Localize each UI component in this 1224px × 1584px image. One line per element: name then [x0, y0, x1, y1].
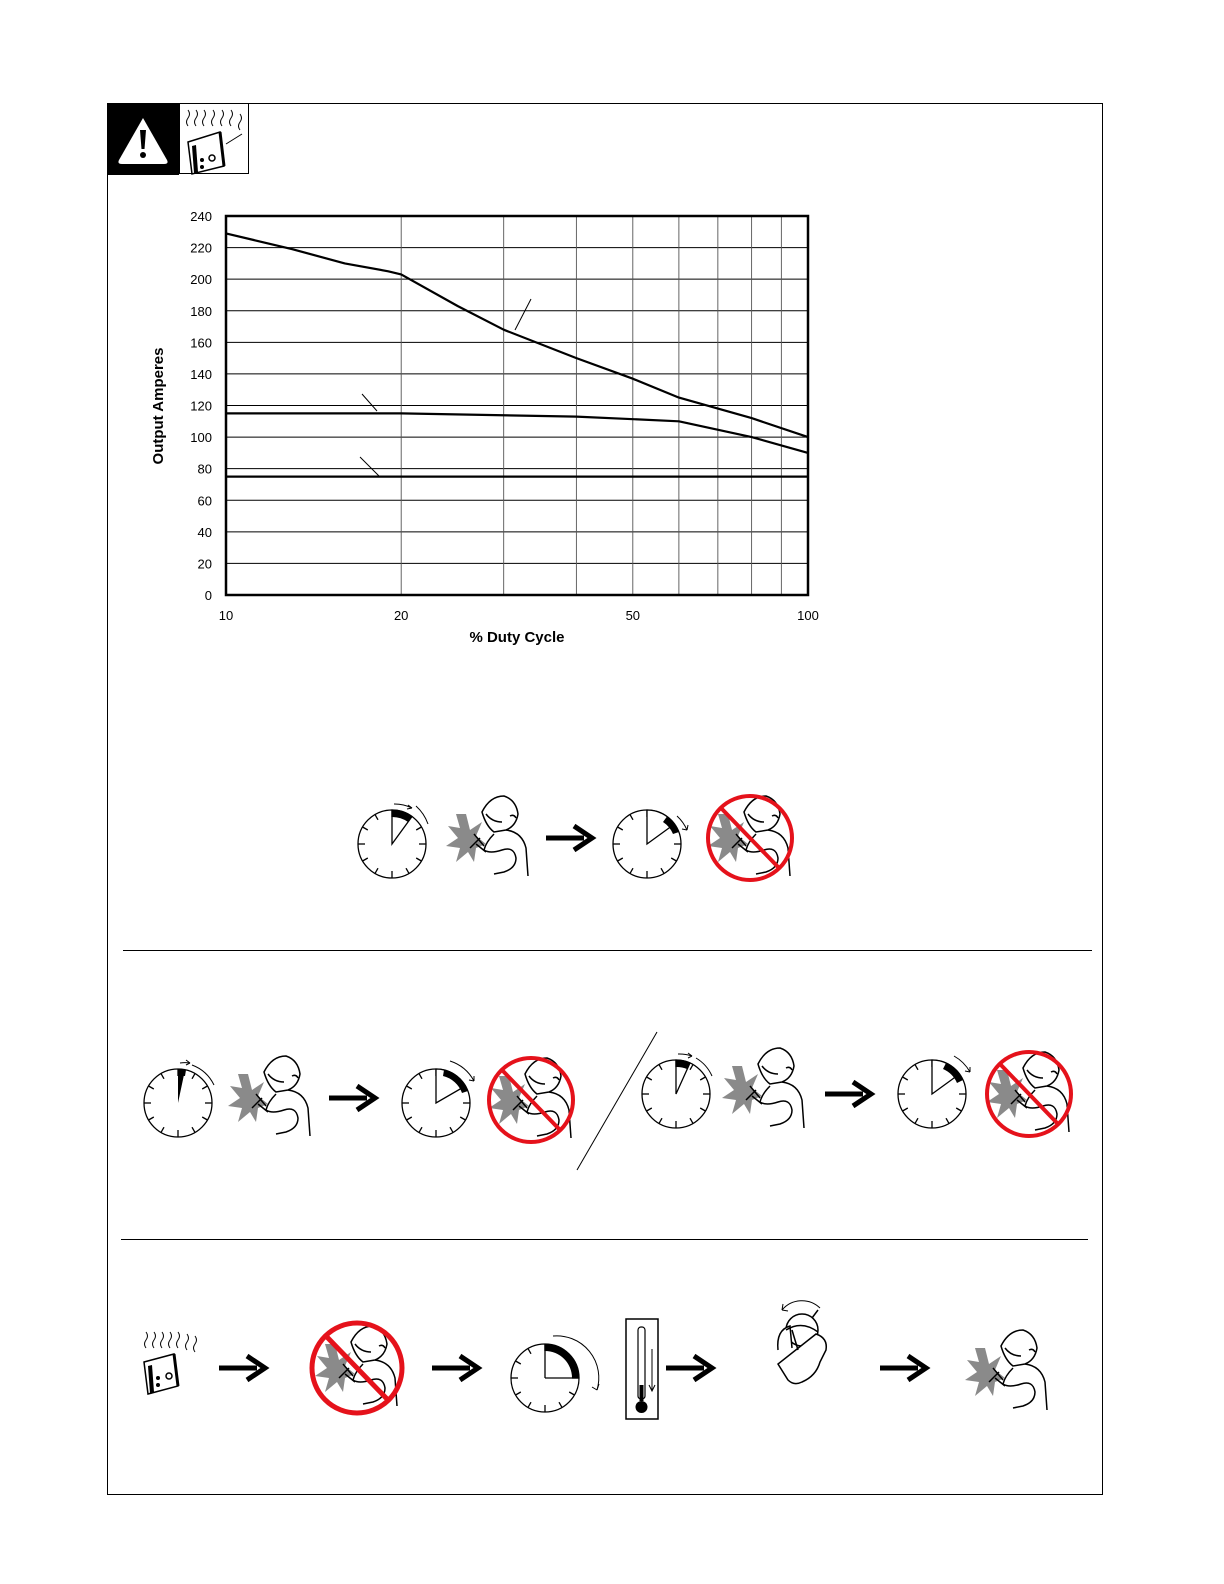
y-tick-label: 180: [190, 303, 212, 319]
y-tick-label: 160: [190, 335, 212, 351]
y-tick-label: 200: [190, 272, 212, 288]
hand-turning-knob-icon: [778, 1301, 827, 1384]
y-axis-label: Output Amperes: [150, 347, 167, 465]
y-tick-label: 20: [197, 556, 212, 572]
y-tick-label: 140: [190, 366, 212, 382]
y-tick-label: 80: [197, 461, 212, 477]
x-axis-label: % Duty Cycle: [469, 629, 565, 646]
cooling-clock-icon: [511, 1336, 599, 1412]
thermometer-icon: [626, 1319, 658, 1419]
no-welding-icon: [312, 1323, 402, 1413]
y-tick-label: 0: [204, 588, 212, 603]
x-tick-label: 10: [218, 608, 234, 623]
x-tick-label: 20: [393, 608, 409, 623]
y-tick-label: 220: [190, 240, 212, 256]
y-tick-label: 120: [190, 398, 212, 414]
arrow-icon: [666, 1356, 712, 1380]
arrow-icon: [219, 1356, 265, 1380]
arrow-icon: [432, 1356, 478, 1380]
y-tick-label: 40: [197, 524, 212, 540]
y-tick-label: 60: [197, 493, 212, 509]
x-tick-label: 100: [797, 608, 819, 623]
welder-icon: [965, 1330, 1047, 1410]
y-tick-label: 100: [190, 430, 212, 446]
overheat-icon: [144, 1332, 197, 1394]
arrow-icon: [880, 1356, 926, 1380]
x-tick-label: 50: [625, 608, 641, 623]
y-tick-label: 240: [190, 209, 212, 224]
